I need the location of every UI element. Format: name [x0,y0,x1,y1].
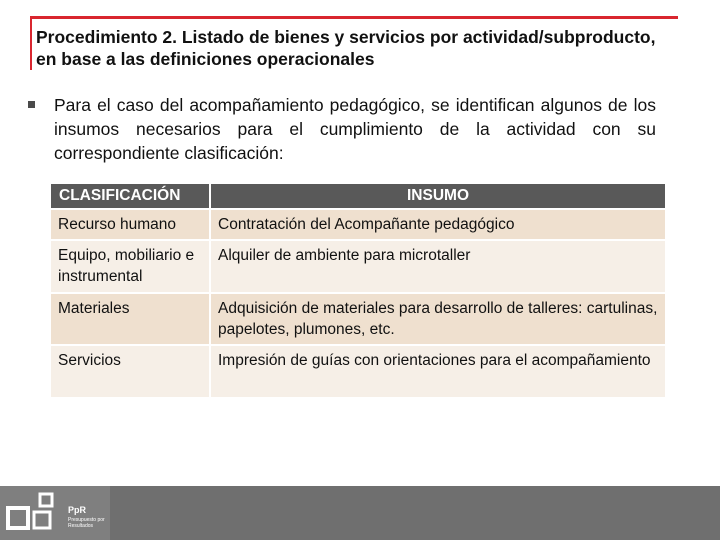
cell-insumo: Adquisición de materiales para desarrollo de talleres: cartulinas, papelotes, plumones, etc. [211,294,665,344]
cell-clasificacion: Materiales [51,294,209,344]
table-row [51,346,665,397]
ppr-logo [0,486,110,540]
cell-clasificacion: Equipo, mobiliario e instrumental [51,241,209,292]
footer-bar [0,486,720,540]
cell-insumo: Contratación del Acompañante pedagógico [211,210,665,239]
logo-name: PpR [68,505,86,515]
header-clasificacion: CLASIFICACIÓN [51,184,209,208]
table-row [51,294,665,344]
slide-title: Procedimiento 2. Listado de bienes y servicios por actividad/subproducto, en base a las definiciones operacionales [36,27,656,69]
table-row [51,210,665,239]
header-insumo: INSUMO [211,184,665,208]
cell-clasificacion: Recurso humano [51,210,209,239]
table-row [51,241,665,292]
cell-clasificacion: Servicios [51,346,209,397]
cell-insumo: Impresión de guías con orientaciones para el acompañamiento [211,346,665,397]
cell-insumo: Alquiler de ambiente para microtaller [211,241,665,292]
bullet-square-icon [28,101,35,108]
bullet-text: Para el caso del acompañamiento pedagógico, se identifican algunos de los insumos necesarios para el cumplimiento de la actividad con su correspondiente clasificación: [54,95,656,163]
classification-table [49,182,667,399]
table-header-row [51,184,665,208]
logo-subtitle: Presupuesto por Resultados [68,517,105,529]
ppr-logo-icon [6,492,62,536]
